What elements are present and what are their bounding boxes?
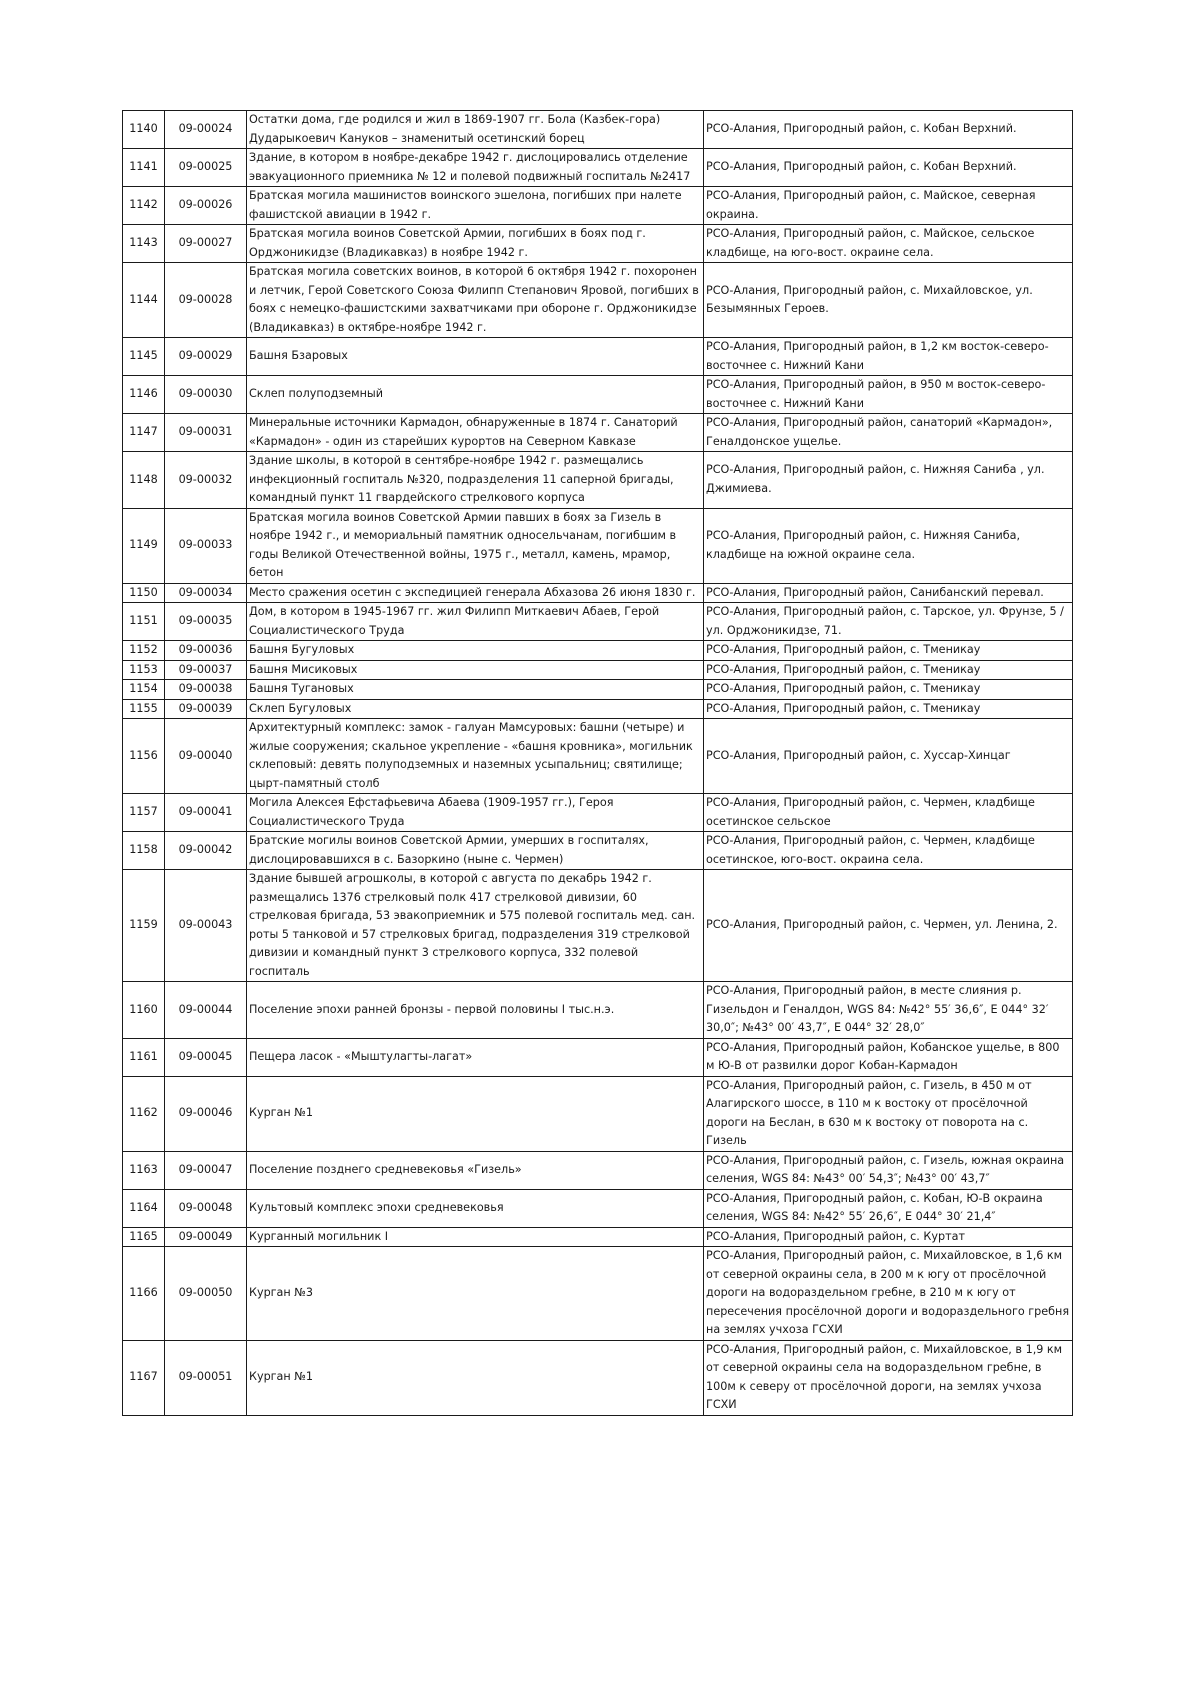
table-row — [123, 187, 1073, 225]
heritage-registry-table — [122, 110, 1073, 1416]
object-location: РСО-Алания, Пригородный район, с. Хуссар-Хинцаг — [704, 719, 1073, 794]
row-number: 1149 — [123, 508, 165, 583]
row-number: 1167 — [123, 1340, 165, 1415]
object-name: Архитектурный комплекс: замок - галуан Мамсуровых: башни (четыре) и жилые сооружения; скальное укрепление - «башня кровника», могильник склеповый: девять полуподземных и наземных усыпальниц; святилище; цырт-памятный столб — [247, 719, 704, 794]
registry-code: 09-00048 — [165, 1189, 247, 1227]
registry-code: 09-00026 — [165, 187, 247, 225]
row-number: 1153 — [123, 660, 165, 680]
table-row — [123, 149, 1073, 187]
object-location: РСО-Алания, Пригородный район, с. Кобан, Ю-В окраина селения, WGS 84: №42° 55′ 26,6″, Е 044° 30′ 21,4″ — [704, 1189, 1073, 1227]
registry-code: 09-00051 — [165, 1340, 247, 1415]
object-location: РСО-Алания, Пригородный район, с. Михайловское, ул. Безымянных Героев. — [704, 263, 1073, 338]
object-name: Братские могилы воинов Советской Армии, умерших в госпиталях, дислоцировавшихся в с. Базоркино (ныне с. Чермен) — [247, 832, 704, 870]
object-location: РСО-Алания, Пригородный район, в 950 м восток-северо-восточнее с. Нижний Кани — [704, 376, 1073, 414]
table-row — [123, 680, 1073, 700]
row-number: 1154 — [123, 680, 165, 700]
row-number: 1163 — [123, 1151, 165, 1189]
object-name: Курган №3 — [247, 1247, 704, 1341]
object-name: Башня Бзаровых — [247, 338, 704, 376]
registry-code: 09-00047 — [165, 1151, 247, 1189]
object-name: Пещера ласок - «Мыштулагты-лагат» — [247, 1038, 704, 1076]
registry-code: 09-00040 — [165, 719, 247, 794]
table-row — [123, 1189, 1073, 1227]
table-row — [123, 982, 1073, 1039]
object-name: Курган №1 — [247, 1340, 704, 1415]
object-location: РСО-Алания, Пригородный район, с. Тменикау — [704, 660, 1073, 680]
object-location: РСО-Алания, Пригородный район, с. Михайловское, в 1,6 км от северной окраины села, в 200 м к югу от просёлочной дороги на водораздельном гребне, в 210 м к югу от пересечения просёлочной дороги и водораздельного гребня на землях учхоза ГСХИ — [704, 1247, 1073, 1341]
object-name: Дом, в котором в 1945-1967 гг. жил Филипп Миткаевич Абаев, Герой Социалистического Труда — [247, 603, 704, 641]
object-location: РСО-Алания, Пригородный район, с. Гизель, южная окраина селения, WGS 84: №43° 00′ 54,3″; №43° 00′ 43,7″ — [704, 1151, 1073, 1189]
object-location: РСО-Алания, Пригородный район, Санибанский перевал. — [704, 583, 1073, 603]
registry-code: 09-00032 — [165, 452, 247, 509]
table-row — [123, 603, 1073, 641]
registry-code: 09-00029 — [165, 338, 247, 376]
object-name: Здание школы, в которой в сентябре-ноябре 1942 г. размещались инфекционный госпиталь №320, подразделения 11 саперной бригады, командный пункт 11 гвардейского стрелкового корпуса — [247, 452, 704, 509]
registry-code: 09-00028 — [165, 263, 247, 338]
table-row — [123, 641, 1073, 661]
object-name: Остатки дома, где родился и жил в 1869-1907 гг. Бола (Казбек-гора) Дударыкоевич Кануков – знаменитый осетинский борец — [247, 111, 704, 149]
registry-table-body — [123, 111, 1073, 1416]
registry-code: 09-00039 — [165, 699, 247, 719]
object-location: РСО-Алания, Пригородный район, с. Нижняя Саниба , ул. Джимиева. — [704, 452, 1073, 509]
object-location: РСО-Алания, Пригородный район, с. Тменикау — [704, 699, 1073, 719]
object-location: РСО-Алания, Пригородный район, с. Чермен, кладбище осетинское сельское — [704, 794, 1073, 832]
object-location: РСО-Алания, Пригородный район, в месте слияния р. Гизельдон и Геналдон, WGS 84: №42° 55′ 36,6″, Е 044° 32′ 30,0″; №43° 00′ 43,7″, Е 044° 32′ 28,0″ — [704, 982, 1073, 1039]
object-location: РСО-Алания, Пригородный район, с. Куртат — [704, 1227, 1073, 1247]
object-location: РСО-Алания, Пригородный район, в 1,2 км восток-северо-восточнее с. Нижний Кани — [704, 338, 1073, 376]
object-location: РСО-Алания, Пригородный район, Кобанское ущелье, в 800 м Ю-В от развилки дорог Кобан-Кармадон — [704, 1038, 1073, 1076]
table-row — [123, 1340, 1073, 1415]
registry-code: 09-00024 — [165, 111, 247, 149]
object-name: Братская могила воинов Советской Армии, погибших в боях под г. Орджоникидзе (Владикавказ) в ноябре 1942 г. — [247, 225, 704, 263]
row-number: 1146 — [123, 376, 165, 414]
object-name: Склеп полуподземный — [247, 376, 704, 414]
row-number: 1155 — [123, 699, 165, 719]
row-number: 1150 — [123, 583, 165, 603]
table-row — [123, 1076, 1073, 1151]
object-name: Культовый комплекс эпохи средневековья — [247, 1189, 704, 1227]
object-location: РСО-Алания, Пригородный район, с. Тменикау — [704, 641, 1073, 661]
row-number: 1165 — [123, 1227, 165, 1247]
object-name: Здание бывшей агрошколы, в которой с августа по декабрь 1942 г. размещались 1376 стрелковый полк 417 стрелковой дивизии, 60 стрелковая бригада, 53 эвакоприемник и 575 полевой госпиталь мед. сан. роты 5 танковой и 57 стрелковых бригад, подразделения 319 стрелковой дивизии и командный пункт 3 стрелкового корпуса, 332 полевой госпиталь — [247, 870, 704, 982]
table-row — [123, 794, 1073, 832]
row-number: 1159 — [123, 870, 165, 982]
object-name: Башня Бугуловых — [247, 641, 704, 661]
object-name: Курганный могильник I — [247, 1227, 704, 1247]
registry-code: 09-00050 — [165, 1247, 247, 1341]
registry-code: 09-00030 — [165, 376, 247, 414]
row-number: 1144 — [123, 263, 165, 338]
row-number: 1158 — [123, 832, 165, 870]
object-name: Место сражения осетин с экспедицией генерала Абхазова 26 июня 1830 г. — [247, 583, 704, 603]
row-number: 1166 — [123, 1247, 165, 1341]
row-number: 1162 — [123, 1076, 165, 1151]
registry-code: 09-00036 — [165, 641, 247, 661]
registry-code: 09-00043 — [165, 870, 247, 982]
registry-code: 09-00025 — [165, 149, 247, 187]
row-number: 1161 — [123, 1038, 165, 1076]
row-number: 1140 — [123, 111, 165, 149]
registry-code: 09-00033 — [165, 508, 247, 583]
row-number: 1145 — [123, 338, 165, 376]
table-row — [123, 1151, 1073, 1189]
row-number: 1147 — [123, 414, 165, 452]
object-location: РСО-Алания, Пригородный район, с. Майское, сельское кладбище, на юго-вост. окраине села. — [704, 225, 1073, 263]
table-row — [123, 583, 1073, 603]
object-location: РСО-Алания, Пригородный район, с. Тарское, ул. Фрунзе, 5 / ул. Орджоникидзе, 71. — [704, 603, 1073, 641]
object-location: РСО-Алания, Пригородный район, с. Кобан Верхний. — [704, 149, 1073, 187]
object-name: Братская могила машинистов воинского эшелона, погибших при налете фашистской авиации в 1942 г. — [247, 187, 704, 225]
table-row — [123, 870, 1073, 982]
table-row — [123, 263, 1073, 338]
registry-code: 09-00035 — [165, 603, 247, 641]
table-row — [123, 660, 1073, 680]
object-location: РСО-Алания, Пригородный район, с. Чермен, кладбище осетинское, юго-вост. окраина села. — [704, 832, 1073, 870]
table-row — [123, 414, 1073, 452]
row-number: 1143 — [123, 225, 165, 263]
object-name: Могила Алексея Ефстафьевича Абаева (1909-1957 гг.), Героя Социалистического Труда — [247, 794, 704, 832]
registry-code: 09-00049 — [165, 1227, 247, 1247]
row-number: 1151 — [123, 603, 165, 641]
object-name: Поселение эпохи ранней бронзы - первой половины I тыс.н.э. — [247, 982, 704, 1039]
table-row — [123, 1038, 1073, 1076]
table-row — [123, 1247, 1073, 1341]
row-number: 1142 — [123, 187, 165, 225]
table-row — [123, 225, 1073, 263]
registry-code: 09-00027 — [165, 225, 247, 263]
row-number: 1141 — [123, 149, 165, 187]
object-location: РСО-Алания, Пригородный район, с. Чермен, ул. Ленина, 2. — [704, 870, 1073, 982]
table-row — [123, 719, 1073, 794]
row-number: 1156 — [123, 719, 165, 794]
registry-code: 09-00041 — [165, 794, 247, 832]
row-number: 1160 — [123, 982, 165, 1039]
object-name: Башня Мисиковых — [247, 660, 704, 680]
table-row — [123, 111, 1073, 149]
table-row — [123, 376, 1073, 414]
table-row — [123, 699, 1073, 719]
object-name: Минеральные источники Кармадон, обнаруженные в 1874 г. Санаторий «Кармадон» - один из старейших курортов на Северном Кавказе — [247, 414, 704, 452]
object-name: Курган №1 — [247, 1076, 704, 1151]
registry-code: 09-00042 — [165, 832, 247, 870]
row-number: 1148 — [123, 452, 165, 509]
row-number: 1164 — [123, 1189, 165, 1227]
registry-code: 09-00045 — [165, 1038, 247, 1076]
object-location: РСО-Алания, Пригородный район, с. Михайловское, в 1,9 км от северной окраины села на водораздельном гребне, в 100м к северу от просёлочной дороги, на землях учхоза ГСХИ — [704, 1340, 1073, 1415]
table-row — [123, 452, 1073, 509]
object-location: РСО-Алания, Пригородный район, с. Нижняя Саниба, кладбище на южной окраине села. — [704, 508, 1073, 583]
object-location: РСО-Алания, Пригородный район, с. Кобан Верхний. — [704, 111, 1073, 149]
table-row — [123, 1227, 1073, 1247]
object-name: Склеп Бугуловых — [247, 699, 704, 719]
registry-code: 09-00038 — [165, 680, 247, 700]
table-row — [123, 832, 1073, 870]
object-name: Поселение позднего средневековья «Гизель» — [247, 1151, 704, 1189]
table-row — [123, 508, 1073, 583]
registry-code: 09-00034 — [165, 583, 247, 603]
object-name: Братская могила советских воинов, в которой 6 октября 1942 г. похоронен и летчик, Герой Советского Союза Филипп Степанович Яровой, погибших в боях с немецко-фашистскими захватчиками при обороне г. Орджоникидзе (Владикавказ) в октябре-ноябре 1942 г. — [247, 263, 704, 338]
registry-code: 09-00046 — [165, 1076, 247, 1151]
object-location: РСО-Алания, Пригородный район, с. Гизель, в 450 м от Алагирского шоссе, в 110 м к востоку от просёлочной дороги на Беслан, в 630 м к востоку от поворота на с. Гизель — [704, 1076, 1073, 1151]
object-location: РСО-Алания, Пригородный район, с. Тменикау — [704, 680, 1073, 700]
object-name: Башня Тугановых — [247, 680, 704, 700]
registry-code: 09-00031 — [165, 414, 247, 452]
registry-code: 09-00037 — [165, 660, 247, 680]
object-name: Здание, в котором в ноябре-декабре 1942 г. дислоцировались отделение эвакуационного приемника № 12 и полевой подвижный госпиталь №2417 — [247, 149, 704, 187]
registry-code: 09-00044 — [165, 982, 247, 1039]
row-number: 1152 — [123, 641, 165, 661]
object-location: РСО-Алания, Пригородный район, санаторий «Кармадон», Геналдонское ущелье. — [704, 414, 1073, 452]
object-location: РСО-Алания, Пригородный район, с. Майское, северная окраина. — [704, 187, 1073, 225]
object-name: Братская могила воинов Советской Армии павших в боях за Гизель в ноябре 1942 г., и мемориальный памятник односельчанам, погибшим в годы Великой Отечественной войны, 1975 г., металл, камень, мрамор, бетон — [247, 508, 704, 583]
table-row — [123, 338, 1073, 376]
row-number: 1157 — [123, 794, 165, 832]
